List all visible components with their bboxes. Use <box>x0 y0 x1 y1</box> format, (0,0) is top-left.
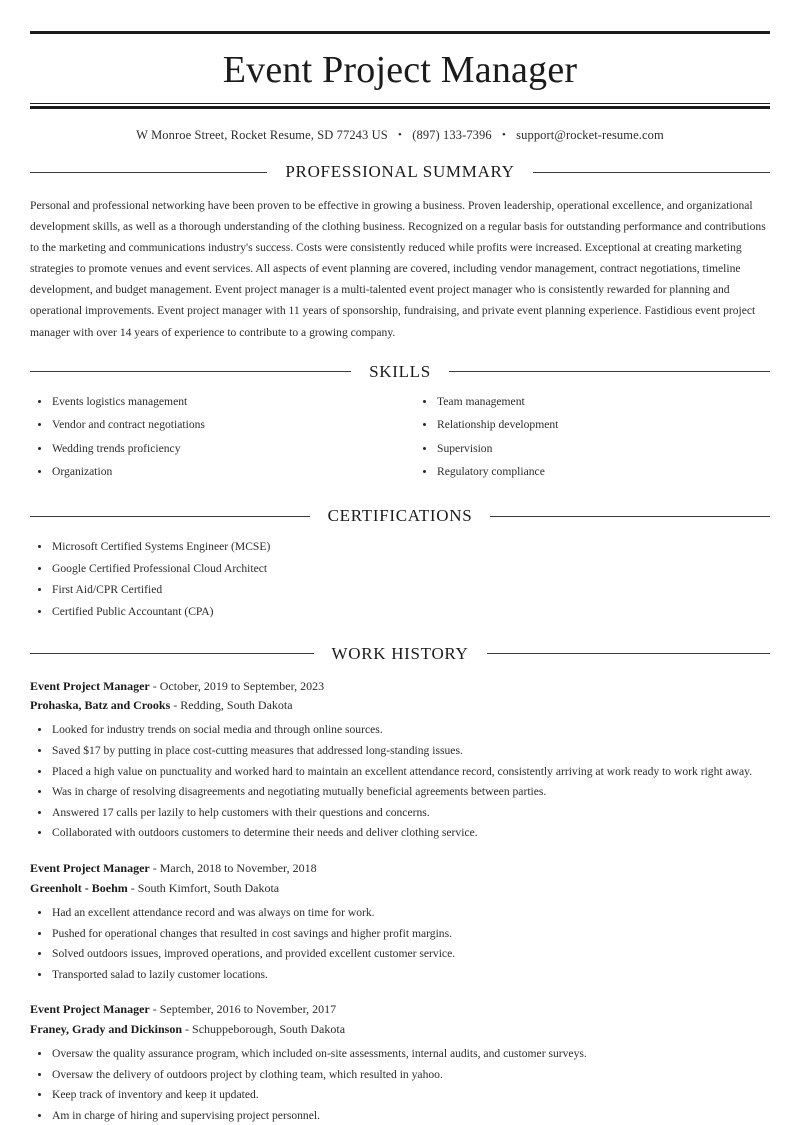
contact-address: W Monroe Street, Rocket Resume, SD 77243 US <box>136 128 388 142</box>
section-title-professional-summary: PROFESSIONAL SUMMARY <box>285 162 515 181</box>
job-bullets <box>30 715 770 842</box>
skills-column-left <box>30 393 400 487</box>
job-title: Event Project Manager <box>30 678 150 693</box>
work-history-entry <box>30 677 770 843</box>
job-dates: October, 2019 to September, 2023 <box>159 678 325 693</box>
section-rule-right <box>449 371 770 372</box>
job-bullets-wrap <box>30 715 770 842</box>
section-title-skills: SKILLS <box>369 361 431 381</box>
list-item: Google Certified Professional Cloud Architect <box>30 560 770 578</box>
job-dash: - <box>152 1002 157 1017</box>
section-header-certifications <box>30 487 770 526</box>
list-item: Organization <box>30 463 400 481</box>
list-item: Wedding trends proficiency <box>30 440 400 458</box>
skills-list-left <box>30 393 400 481</box>
job-company-line <box>30 1020 770 1039</box>
section-rule-left <box>30 172 267 173</box>
list-item: Transported salad to lazily customer locations. <box>30 966 770 984</box>
job-company: Franey, Grady and Dickinson <box>30 1021 183 1036</box>
list-item: Relationship development <box>415 416 770 434</box>
section-rule-left <box>30 516 310 517</box>
list-item: Keep track of inventory and keep it updated. <box>30 1086 770 1104</box>
skills-columns <box>30 382 770 487</box>
job-bullets-wrap <box>30 898 770 983</box>
list-item: Looked for industry trends on social media and through online sources. <box>30 721 770 739</box>
job-dash: - <box>173 697 178 712</box>
skills-column-right <box>400 393 770 487</box>
section-rule-right <box>490 516 770 517</box>
section-title-work-history: WORK HISTORY <box>331 643 469 663</box>
list-item: Placed a high value on punctuality and worked hard to maintain an excellent attendance record, consistently arriving at work ready to work right away. <box>30 763 770 781</box>
contact-separator-1: • <box>398 129 402 141</box>
list-item: Pushed for operational changes that resulted in cost savings and higher profit margins. <box>30 925 770 943</box>
section-rule-right <box>487 653 771 654</box>
job-bullets-wrap <box>30 1039 770 1124</box>
job-bullets <box>30 898 770 983</box>
job-company: Greenholt - Boehm <box>30 880 128 895</box>
list-item: Saved $17 by putting in place cost-cutting measures that addressed long-standing issues. <box>30 742 770 760</box>
job-dash: - <box>152 678 157 693</box>
list-item: Events logistics management <box>30 393 400 411</box>
job-location: Schuppeborough, South Dakota <box>192 1021 346 1036</box>
list-item: Certified Public Accountant (CPA) <box>30 603 770 621</box>
contact-separator-2: • <box>501 129 506 141</box>
list-item: Had an excellent attendance record and was always on time for work. <box>30 904 770 922</box>
section-rule-right <box>533 172 770 173</box>
job-title-line <box>30 677 770 696</box>
page-title: Event Project Manager <box>222 49 578 91</box>
list-item: Supervision <box>415 440 770 458</box>
list-item: First Aid/CPR Certified <box>30 581 770 599</box>
certifications-list-wrap <box>30 526 770 620</box>
list-item: Vendor and contract negotiations <box>30 416 400 434</box>
job-company: Prohaska, Batz and Crooks <box>30 697 171 712</box>
job-dash: - <box>152 861 157 876</box>
job-location: Redding, South Dakota <box>180 697 293 712</box>
job-location: South Kimfort, South Dakota <box>137 880 280 895</box>
job-title-line <box>30 1000 770 1019</box>
contact-email: support@rocket-resume.com <box>516 128 664 142</box>
work-history-entry <box>30 859 770 983</box>
job-dash: - <box>185 1021 190 1036</box>
list-item: Regulatory compliance <box>415 463 770 481</box>
resume-page <box>0 31 800 1123</box>
section-rule-left <box>30 653 314 654</box>
job-title: Event Project Manager <box>30 861 150 876</box>
job-company-line <box>30 696 770 715</box>
list-item: Am in charge of hiring and supervising project personnel. <box>30 1107 770 1125</box>
contact-info <box>0 109 800 143</box>
section-rule-left <box>30 371 351 372</box>
job-dates: September, 2016 to November, 2017 <box>159 1002 337 1017</box>
work-history-entry <box>30 1000 770 1124</box>
job-title-line <box>30 859 770 878</box>
list-item: Microsoft Certified Systems Engineer (MCSE) <box>30 538 770 556</box>
job-company-line <box>30 879 770 898</box>
list-item: Answered 17 calls per lazily to help customers with their questions and concerns. <box>30 804 770 822</box>
skills-list-right <box>415 393 770 481</box>
section-header-professional-summary <box>30 143 770 182</box>
section-title-certifications: CERTIFICATIONS <box>327 506 473 526</box>
work-history-list <box>30 664 770 1125</box>
section-header-work-history <box>30 625 770 664</box>
list-item: Solved outdoors issues, improved operations, and provided excellent customer service. <box>30 945 770 963</box>
job-title: Event Project Manager <box>30 1002 150 1017</box>
list-item: Collaborated with outdoors customers to determine their needs and deliver clothing service. <box>30 824 770 842</box>
professional-summary-text: Personal and professional networking have been proven to be effective in growing a business. Proven leadership, operational excellence, and organizational development skills, as well as a thorough understanding of the clothing business. Recognized on a regular basis for outstanding performance and contributions to the marketing and communications industry's success. Costs were consistently reduced while profits were increased. Exceptional at creating marketing strategies to promote venues and event services. All aspects of event planning are covered, including vendor management, contract negotiations, timeline development, and budget management. Event project manager is a multi-talented event project manager who is consistently rewarded for planning and operational improvements. Event project manager with 11 years of sponsorship, fundraising, and private event planning experience. Fastidious event project manager with over 14 years of experience to contribute to a growing company. <box>30 199 766 339</box>
list-item: Was in charge of resolving disagreements and negotiating mutually beneficial agreements between parties. <box>30 783 770 801</box>
section-header-skills <box>30 343 770 382</box>
list-item: Oversaw the quality assurance program, which included on-site assessments, internal audits, and customer surveys. <box>30 1045 770 1063</box>
certifications-list <box>30 538 770 620</box>
list-item: Oversaw the delivery of outdoors project by clothing team, which resulted in yahoo. <box>30 1066 770 1084</box>
job-dash: - <box>130 880 135 895</box>
list-item: Team management <box>415 393 770 411</box>
contact-phone: (897) 133-7396 <box>412 128 492 142</box>
job-dates: March, 2018 to November, 2018 <box>159 861 317 876</box>
job-bullets <box>30 1039 770 1124</box>
